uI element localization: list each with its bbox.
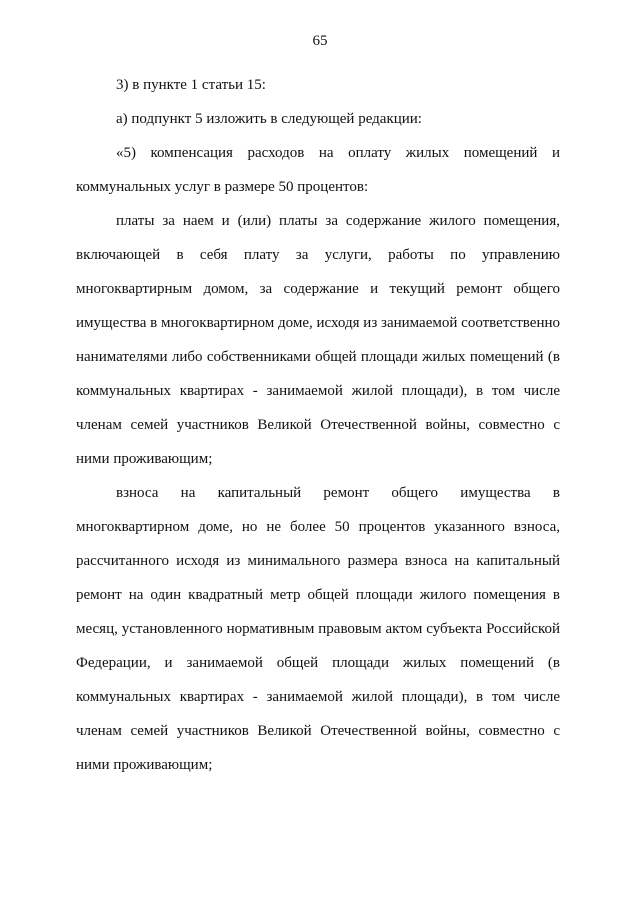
paragraph-item-3: 3) в пункте 1 статьи 15:: [116, 77, 266, 93]
page-number: 65: [312, 33, 328, 49]
paragraph-capital-repair: взноса на капитальный ремонт общего имущества в многоквартирном доме, но не более 50 процентов указанного взноса, рассчитанного исходя из минимального размера взноса на капитальный ремонт на один квадратный метр общей площади жилого помещения в месяц, установленного нормативным правовым актом субъекта Российской Федерации, и занимаемой общей площади жилых помещений (в коммунальных квартирах - занимаемой жилой площади), в том числе членам семей участников Великой Отечественной войны, совместно с ними проживающим;: [76, 485, 560, 773]
paragraph-subitem-a: а) подпункт 5 изложить в следующей редакции:: [116, 111, 422, 127]
document-body: [76, 68, 560, 782]
paragraph-rent-payment: платы за наем и (или) платы за содержание жилого помещения, включающей в себя плату за услуги, работы по управлению многоквартирным домом, за содержание и текущий ремонт общего имущества в многоквартирном доме, исходя из занимаемой соответственно нанимателями либо собственниками общей площади жилых помещений (в коммунальных квартирах - занимаемой жилой площади), в том числе членам семей участников Великой Отечественной войны, совместно с ними проживающим;: [76, 213, 560, 467]
paragraph-compensation-intro: «5) компенсация расходов на оплату жилых помещений и коммунальных услуг в размере 50 процентов:: [76, 145, 560, 195]
